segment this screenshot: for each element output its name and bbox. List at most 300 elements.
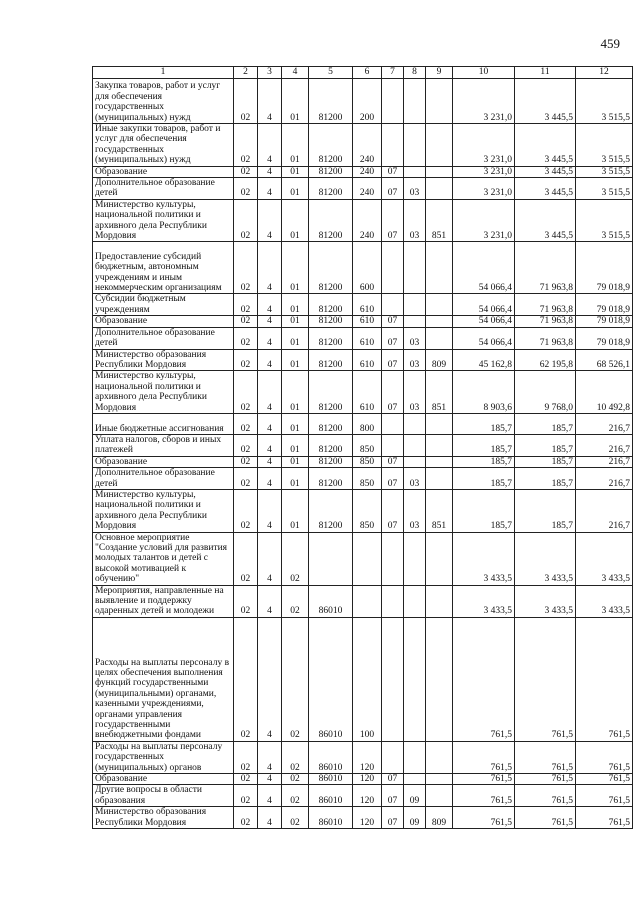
column-header-12: 12: [576, 67, 633, 79]
column-8-cell: 03: [404, 349, 426, 371]
table-row: [93, 532, 633, 585]
table-row: [93, 434, 633, 456]
column-6-cell: [353, 585, 382, 617]
column-6-cell: 200: [353, 79, 382, 124]
column-4-cell: 01: [282, 371, 309, 414]
column-7-cell: 07: [382, 785, 404, 807]
column-5-cell: 81200: [309, 489, 353, 532]
column-7-cell: 07: [382, 166, 404, 177]
column-12-cell: 79 018,9: [576, 242, 633, 294]
column-3-cell: 4: [258, 617, 282, 741]
column-10-cell: 3 231,0: [453, 199, 515, 242]
column-6-cell: 850: [353, 489, 382, 532]
column-5-cell: 81200: [309, 79, 353, 124]
column-6-cell: 120: [353, 774, 382, 785]
column-8-cell: 09: [404, 785, 426, 807]
column-5-cell: 81200: [309, 166, 353, 177]
column-3-cell: 4: [258, 166, 282, 177]
column-4-cell: 01: [282, 199, 309, 242]
table-row: [93, 468, 633, 490]
column-9-cell: 851: [426, 371, 453, 414]
column-5-cell: 81200: [309, 242, 353, 294]
table-row: [93, 489, 633, 532]
column-6-cell: 610: [353, 294, 382, 316]
column-4-cell: 02: [282, 807, 309, 829]
column-10-cell: 8 903,6: [453, 371, 515, 414]
column-4-cell: 01: [282, 166, 309, 177]
column-11-cell: 185,7: [515, 413, 576, 434]
column-6-cell: 120: [353, 785, 382, 807]
column-6-cell: 610: [353, 316, 382, 327]
column-4-cell: 01: [282, 456, 309, 467]
column-2-cell: 02: [234, 242, 258, 294]
table-row: [93, 413, 633, 434]
column-11-cell: 71 963,8: [515, 294, 576, 316]
column-12-cell: 79 018,9: [576, 327, 633, 349]
column-5-cell: 81200: [309, 413, 353, 434]
column-8-cell: 03: [404, 371, 426, 414]
table-row: [93, 242, 633, 294]
column-9-cell: [426, 294, 453, 316]
column-5-cell: 81200: [309, 124, 353, 167]
column-12-cell: 216,7: [576, 456, 633, 467]
table-row: [93, 294, 633, 316]
column-11-cell: 761,5: [515, 617, 576, 741]
column-2-cell: 02: [234, 413, 258, 434]
column-8-cell: [404, 585, 426, 617]
column-3-cell: 4: [258, 327, 282, 349]
column-6-cell: 850: [353, 468, 382, 490]
column-8-cell: 03: [404, 199, 426, 242]
table-row: [93, 124, 633, 167]
column-2-cell: 02: [234, 468, 258, 490]
column-8-cell: [404, 413, 426, 434]
column-12-cell: 761,5: [576, 741, 633, 773]
column-5-cell: 86010: [309, 774, 353, 785]
column-7-cell: 07: [382, 489, 404, 532]
column-5-cell: 81200: [309, 316, 353, 327]
column-8-cell: 09: [404, 807, 426, 829]
column-11-cell: 761,5: [515, 741, 576, 773]
column-6-cell: 610: [353, 327, 382, 349]
column-6-cell: 240: [353, 166, 382, 177]
row-name-cell: Дополнительное образование детей: [93, 327, 234, 349]
column-11-cell: 9 768,0: [515, 371, 576, 414]
column-10-cell: 54 066,4: [453, 294, 515, 316]
table-row: [93, 617, 633, 741]
column-8-cell: 03: [404, 468, 426, 490]
column-11-cell: 185,7: [515, 468, 576, 490]
column-4-cell: 01: [282, 413, 309, 434]
column-3-cell: 4: [258, 585, 282, 617]
column-12-cell: 761,5: [576, 785, 633, 807]
table-row: [93, 316, 633, 327]
column-4-cell: 01: [282, 327, 309, 349]
column-8-cell: [404, 79, 426, 124]
column-12-cell: 3 433,5: [576, 532, 633, 585]
page-number: 459: [600, 36, 620, 51]
column-4-cell: 01: [282, 79, 309, 124]
table-row: [93, 349, 633, 371]
column-2-cell: 02: [234, 532, 258, 585]
column-2-cell: 02: [234, 785, 258, 807]
row-name-cell: Предоставление субсидий бюджетным, автономным учреждениям и иным некоммерческим организациям: [93, 242, 234, 294]
column-6-cell: 100: [353, 617, 382, 741]
row-name-cell: Образование: [93, 456, 234, 467]
column-12-cell: 79 018,9: [576, 294, 633, 316]
column-4-cell: 01: [282, 349, 309, 371]
column-9-cell: [426, 785, 453, 807]
column-2-cell: 02: [234, 199, 258, 242]
row-name-cell: Основное мероприятие "Создание условий для развития молодых талантов и детей с высокой мотивацией к обучению": [93, 532, 234, 585]
column-2-cell: 02: [234, 489, 258, 532]
column-header-6: 6: [353, 67, 382, 79]
row-name-cell: Субсидии бюджетным учреждениям: [93, 294, 234, 316]
column-8-cell: [404, 166, 426, 177]
column-5-cell: 81200: [309, 456, 353, 467]
column-9-cell: [426, 585, 453, 617]
column-12-cell: 216,7: [576, 413, 633, 434]
column-9-cell: 851: [426, 199, 453, 242]
column-9-cell: [426, 456, 453, 467]
row-name-cell: Министерство образования Республики Мордовия: [93, 807, 234, 829]
column-header-1: 1: [93, 67, 234, 79]
column-5-cell: [309, 532, 353, 585]
column-9-cell: [426, 79, 453, 124]
column-3-cell: 4: [258, 807, 282, 829]
column-10-cell: 3 231,0: [453, 124, 515, 167]
column-10-cell: 185,7: [453, 489, 515, 532]
column-4-cell: 02: [282, 617, 309, 741]
column-8-cell: [404, 617, 426, 741]
column-6-cell: [353, 532, 382, 585]
column-10-cell: 3 231,0: [453, 166, 515, 177]
column-header-11: 11: [515, 67, 576, 79]
column-6-cell: 610: [353, 371, 382, 414]
row-name-cell: Другие вопросы в области образования: [93, 785, 234, 807]
column-5-cell: 81200: [309, 371, 353, 414]
column-9-cell: [426, 434, 453, 456]
column-4-cell: 02: [282, 585, 309, 617]
column-10-cell: 3 433,5: [453, 585, 515, 617]
column-5-cell: 81200: [309, 199, 353, 242]
column-11-cell: 71 963,8: [515, 327, 576, 349]
table-row: [93, 774, 633, 785]
column-2-cell: 02: [234, 349, 258, 371]
column-7-cell: 07: [382, 371, 404, 414]
table-row: [93, 327, 633, 349]
column-12-cell: 68 526,1: [576, 349, 633, 371]
column-8-cell: [404, 774, 426, 785]
column-3-cell: 4: [258, 178, 282, 200]
budget-table: [92, 66, 633, 829]
table-row: [93, 371, 633, 414]
column-12-cell: 3 515,5: [576, 166, 633, 177]
column-9-cell: 809: [426, 349, 453, 371]
column-3-cell: 4: [258, 532, 282, 585]
column-11-cell: 761,5: [515, 774, 576, 785]
column-10-cell: 185,7: [453, 434, 515, 456]
column-12-cell: 216,7: [576, 489, 633, 532]
column-6-cell: 120: [353, 807, 382, 829]
column-3-cell: 4: [258, 199, 282, 242]
column-4-cell: 02: [282, 741, 309, 773]
column-11-cell: 185,7: [515, 456, 576, 467]
column-3-cell: 4: [258, 371, 282, 414]
column-6-cell: 610: [353, 349, 382, 371]
column-7-cell: [382, 413, 404, 434]
column-8-cell: 03: [404, 178, 426, 200]
column-2-cell: 02: [234, 166, 258, 177]
column-header-5: 5: [309, 67, 353, 79]
column-9-cell: [426, 774, 453, 785]
column-10-cell: 185,7: [453, 413, 515, 434]
column-4-cell: 02: [282, 774, 309, 785]
column-4-cell: 01: [282, 294, 309, 316]
row-name-cell: Уплата налогов, сборов и иных платежей: [93, 434, 234, 456]
column-4-cell: 01: [282, 242, 309, 294]
row-name-cell: Образование: [93, 166, 234, 177]
column-11-cell: 62 195,8: [515, 349, 576, 371]
column-7-cell: 07: [382, 327, 404, 349]
column-11-cell: 3 433,5: [515, 532, 576, 585]
column-2-cell: 02: [234, 585, 258, 617]
column-2-cell: 02: [234, 434, 258, 456]
column-6-cell: 850: [353, 434, 382, 456]
column-2-cell: 02: [234, 178, 258, 200]
column-7-cell: 07: [382, 316, 404, 327]
column-7-cell: 07: [382, 349, 404, 371]
column-6-cell: 800: [353, 413, 382, 434]
row-name-cell: Иные закупки товаров, работ и услуг для обеспечения государственных (муниципальных) нужд: [93, 124, 234, 167]
column-12-cell: 3 515,5: [576, 178, 633, 200]
table-body: [93, 79, 633, 829]
table-row: [93, 199, 633, 242]
column-6-cell: 240: [353, 199, 382, 242]
column-3-cell: 4: [258, 294, 282, 316]
column-5-cell: 81200: [309, 434, 353, 456]
row-name-cell: Министерство культуры, национальной политики и архивного дела Республики Мордовия: [93, 371, 234, 414]
column-8-cell: [404, 316, 426, 327]
column-5-cell: 81200: [309, 294, 353, 316]
table-row: [93, 807, 633, 829]
row-name-cell: Иные бюджетные ассигнования: [93, 413, 234, 434]
column-10-cell: 45 162,8: [453, 349, 515, 371]
column-7-cell: [382, 124, 404, 167]
column-11-cell: 185,7: [515, 489, 576, 532]
column-12-cell: 3 515,5: [576, 199, 633, 242]
column-7-cell: 07: [382, 468, 404, 490]
column-9-cell: [426, 124, 453, 167]
column-8-cell: [404, 741, 426, 773]
column-7-cell: [382, 585, 404, 617]
column-9-cell: 851: [426, 489, 453, 532]
column-11-cell: 3 445,5: [515, 199, 576, 242]
column-12-cell: 761,5: [576, 774, 633, 785]
column-header-2: 2: [234, 67, 258, 79]
column-9-cell: [426, 468, 453, 490]
column-2-cell: 02: [234, 124, 258, 167]
column-3-cell: 4: [258, 468, 282, 490]
column-3-cell: 4: [258, 349, 282, 371]
row-name-cell: Расходы на выплаты персоналу в целях обеспечения выполнения функций государственными (муниципальными) органами, казенными учреждениями, органами управления государственными внебюджетными фондами: [93, 617, 234, 741]
column-4-cell: 01: [282, 124, 309, 167]
column-8-cell: [404, 242, 426, 294]
column-8-cell: [404, 532, 426, 585]
table-row: [93, 741, 633, 773]
row-name-cell: Дополнительное образование детей: [93, 468, 234, 490]
column-8-cell: [404, 456, 426, 467]
table-row: [93, 79, 633, 124]
column-8-cell: [404, 124, 426, 167]
column-2-cell: 02: [234, 294, 258, 316]
column-3-cell: 4: [258, 316, 282, 327]
column-2-cell: 02: [234, 807, 258, 829]
column-5-cell: 86010: [309, 585, 353, 617]
column-7-cell: [382, 79, 404, 124]
column-5-cell: 86010: [309, 785, 353, 807]
column-6-cell: 120: [353, 741, 382, 773]
row-name-cell: Образование: [93, 316, 234, 327]
table-row: [93, 456, 633, 467]
column-3-cell: 4: [258, 124, 282, 167]
column-11-cell: 761,5: [515, 807, 576, 829]
column-10-cell: 54 066,4: [453, 327, 515, 349]
column-10-cell: 761,5: [453, 617, 515, 741]
column-2-cell: 02: [234, 774, 258, 785]
column-5-cell: 86010: [309, 617, 353, 741]
column-11-cell: 3 445,5: [515, 79, 576, 124]
column-6-cell: 850: [353, 456, 382, 467]
column-9-cell: [426, 316, 453, 327]
column-9-cell: [426, 617, 453, 741]
column-7-cell: 07: [382, 456, 404, 467]
column-9-cell: [426, 413, 453, 434]
column-12-cell: 3 515,5: [576, 79, 633, 124]
table-row: [93, 585, 633, 617]
column-5-cell: 81200: [309, 178, 353, 200]
column-11-cell: 3 445,5: [515, 166, 576, 177]
column-8-cell: 03: [404, 327, 426, 349]
column-4-cell: 01: [282, 434, 309, 456]
column-12-cell: 761,5: [576, 807, 633, 829]
column-12-cell: 216,7: [576, 468, 633, 490]
column-11-cell: 3 433,5: [515, 585, 576, 617]
column-4-cell: 01: [282, 468, 309, 490]
column-12-cell: 3 515,5: [576, 124, 633, 167]
column-6-cell: 600: [353, 242, 382, 294]
column-9-cell: [426, 242, 453, 294]
column-4-cell: 02: [282, 532, 309, 585]
column-5-cell: 81200: [309, 327, 353, 349]
column-3-cell: 4: [258, 434, 282, 456]
column-header-10: 10: [453, 67, 515, 79]
column-10-cell: 3 433,5: [453, 532, 515, 585]
column-7-cell: 07: [382, 178, 404, 200]
column-9-cell: [426, 178, 453, 200]
column-9-cell: 809: [426, 807, 453, 829]
column-2-cell: 02: [234, 316, 258, 327]
row-name-cell: Дополнительное образование детей: [93, 178, 234, 200]
column-3-cell: 4: [258, 413, 282, 434]
column-3-cell: 4: [258, 741, 282, 773]
column-10-cell: 54 066,4: [453, 316, 515, 327]
column-7-cell: 07: [382, 774, 404, 785]
column-4-cell: 01: [282, 316, 309, 327]
column-10-cell: 761,5: [453, 741, 515, 773]
column-11-cell: 71 963,8: [515, 242, 576, 294]
column-11-cell: 71 963,8: [515, 316, 576, 327]
column-header-4: 4: [282, 67, 309, 79]
column-header-8: 8: [404, 67, 426, 79]
column-5-cell: 86010: [309, 807, 353, 829]
column-8-cell: 03: [404, 489, 426, 532]
column-2-cell: 02: [234, 371, 258, 414]
column-8-cell: [404, 434, 426, 456]
column-2-cell: 02: [234, 79, 258, 124]
column-3-cell: 4: [258, 489, 282, 532]
column-7-cell: [382, 617, 404, 741]
column-3-cell: 4: [258, 242, 282, 294]
column-12-cell: 79 018,9: [576, 316, 633, 327]
header-row: [93, 67, 633, 79]
column-11-cell: 761,5: [515, 785, 576, 807]
column-10-cell: 3 231,0: [453, 79, 515, 124]
column-3-cell: 4: [258, 785, 282, 807]
row-name-cell: Мероприятия, направленные на выявление и поддержку одаренных детей и молодежи: [93, 585, 234, 617]
row-name-cell: Закупка товаров, работ и услуг для обеспечения государственных (муниципальных) нужд: [93, 79, 234, 124]
column-5-cell: 81200: [309, 349, 353, 371]
column-10-cell: 3 231,0: [453, 178, 515, 200]
table-row: [93, 785, 633, 807]
column-11-cell: 185,7: [515, 434, 576, 456]
column-2-cell: 02: [234, 617, 258, 741]
column-10-cell: 761,5: [453, 807, 515, 829]
column-7-cell: [382, 434, 404, 456]
column-2-cell: 02: [234, 456, 258, 467]
column-7-cell: 07: [382, 807, 404, 829]
column-3-cell: 4: [258, 774, 282, 785]
column-4-cell: 02: [282, 785, 309, 807]
row-name-cell: Министерство культуры, национальной политики и архивного дела Республики Мордовия: [93, 489, 234, 532]
row-name-cell: Министерство образования Республики Мордовия: [93, 349, 234, 371]
column-3-cell: 4: [258, 456, 282, 467]
column-2-cell: 02: [234, 741, 258, 773]
column-11-cell: 3 445,5: [515, 178, 576, 200]
column-4-cell: 01: [282, 178, 309, 200]
column-10-cell: 185,7: [453, 456, 515, 467]
column-8-cell: [404, 294, 426, 316]
column-header-9: 9: [426, 67, 453, 79]
column-10-cell: 761,5: [453, 785, 515, 807]
column-7-cell: 07: [382, 199, 404, 242]
column-5-cell: 86010: [309, 741, 353, 773]
column-12-cell: 10 492,8: [576, 371, 633, 414]
column-9-cell: [426, 741, 453, 773]
column-4-cell: 01: [282, 489, 309, 532]
column-10-cell: 761,5: [453, 774, 515, 785]
column-12-cell: 216,7: [576, 434, 633, 456]
column-12-cell: 3 433,5: [576, 585, 633, 617]
column-12-cell: 761,5: [576, 617, 633, 741]
column-7-cell: [382, 741, 404, 773]
column-11-cell: 3 445,5: [515, 124, 576, 167]
table-row: [93, 166, 633, 177]
column-3-cell: 4: [258, 79, 282, 124]
column-10-cell: 185,7: [453, 468, 515, 490]
column-10-cell: 54 066,4: [453, 242, 515, 294]
column-2-cell: 02: [234, 327, 258, 349]
